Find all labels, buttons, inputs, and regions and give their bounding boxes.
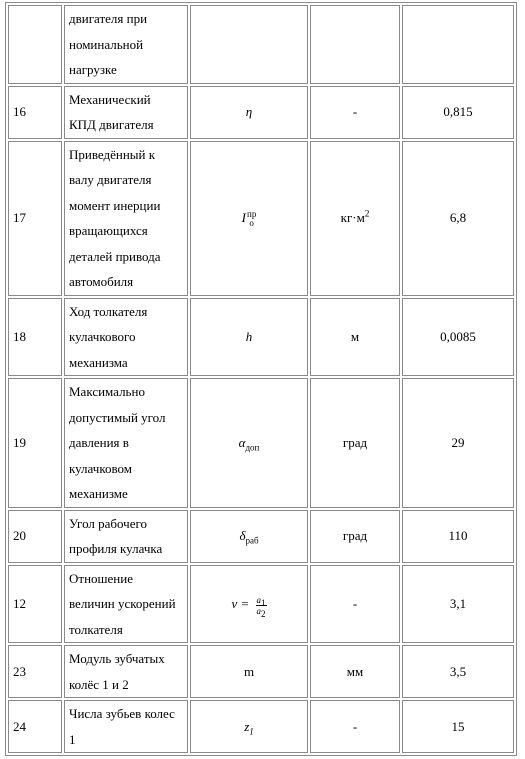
parameter-unit <box>310 5 400 84</box>
parameter-name: Ход толкателя кулачкового механизма <box>64 298 188 377</box>
parameter-unit: $кг\cdot м^2$ <box>310 141 400 296</box>
parameter-unit: - <box>310 86 400 139</box>
parameters-table <box>5 2 517 756</box>
parameter-symbol: $\delta_{раб}$ <box>190 510 308 563</box>
parameter-unit: град <box>310 378 400 508</box>
parameter-value: 3,1 <box>402 565 514 644</box>
row-number: 24 <box>8 700 62 753</box>
parameter-unit: мм <box>310 645 400 698</box>
parameter-symbol: $\alpha_{доп}$ <box>190 378 308 508</box>
parameter-value: 15 <box>402 700 514 753</box>
parameter-name: Отношение величин ускорений толкателя <box>64 565 188 644</box>
row-number: 17 <box>8 141 62 296</box>
parameter-value: 0,0085 <box>402 298 514 377</box>
table-row <box>8 141 514 296</box>
table-row <box>8 378 514 508</box>
parameter-symbol <box>190 5 308 84</box>
parameter-symbol: h <box>190 298 308 377</box>
table-row <box>8 700 514 753</box>
parameter-name: Механический КПД двигателя <box>64 86 188 139</box>
parameter-unit: град <box>310 510 400 563</box>
parameter-value: 6,8 <box>402 141 514 296</box>
fraction: $\frac{a_1}{a_2}$ <box>256 594 266 619</box>
row-number: 20 <box>8 510 62 563</box>
parameter-symbol: m <box>190 645 308 698</box>
parameter-symbol: η <box>190 86 308 139</box>
parameter-unit: - <box>310 565 400 644</box>
row-number: 23 <box>8 645 62 698</box>
row-number: 19 <box>8 378 62 508</box>
row-number: 16 <box>8 86 62 139</box>
parameter-value: 110 <box>402 510 514 563</box>
parameter-symbol: ν = $\frac{a_1}{a_2}$ <box>190 565 308 644</box>
parameter-name: Приведённый к валу двигателя момент инерции вращающихся деталей привода автомобиля <box>64 141 188 296</box>
parameter-name: Максимально допустимый угол давления в кулачковом механизме <box>64 378 188 508</box>
parameter-value: 0,815 <box>402 86 514 139</box>
row-number <box>8 5 62 84</box>
parameter-value <box>402 5 514 84</box>
parameter-unit: м <box>310 298 400 377</box>
table-row <box>8 86 514 139</box>
parameter-symbol: I пр о <box>190 141 308 296</box>
parameter-unit: - <box>310 700 400 753</box>
parameter-name: Числа зубьев колес 1 <box>64 700 188 753</box>
parameter-name: Угол рабочего профиля кулачка <box>64 510 188 563</box>
table-row <box>8 565 514 644</box>
parameter-value: 29 <box>402 378 514 508</box>
table-row <box>8 298 514 377</box>
table-row <box>8 645 514 698</box>
row-number: 12 <box>8 565 62 644</box>
table-row <box>8 510 514 563</box>
table-row <box>8 5 514 84</box>
row-number: 18 <box>8 298 62 377</box>
parameter-name: двигателя при номинальной нагрузке <box>64 5 188 84</box>
parameter-symbol: $z_1$ <box>190 700 308 753</box>
parameter-value: 3,5 <box>402 645 514 698</box>
parameter-name: Модуль зубчатых колёс 1 и 2 <box>64 645 188 698</box>
